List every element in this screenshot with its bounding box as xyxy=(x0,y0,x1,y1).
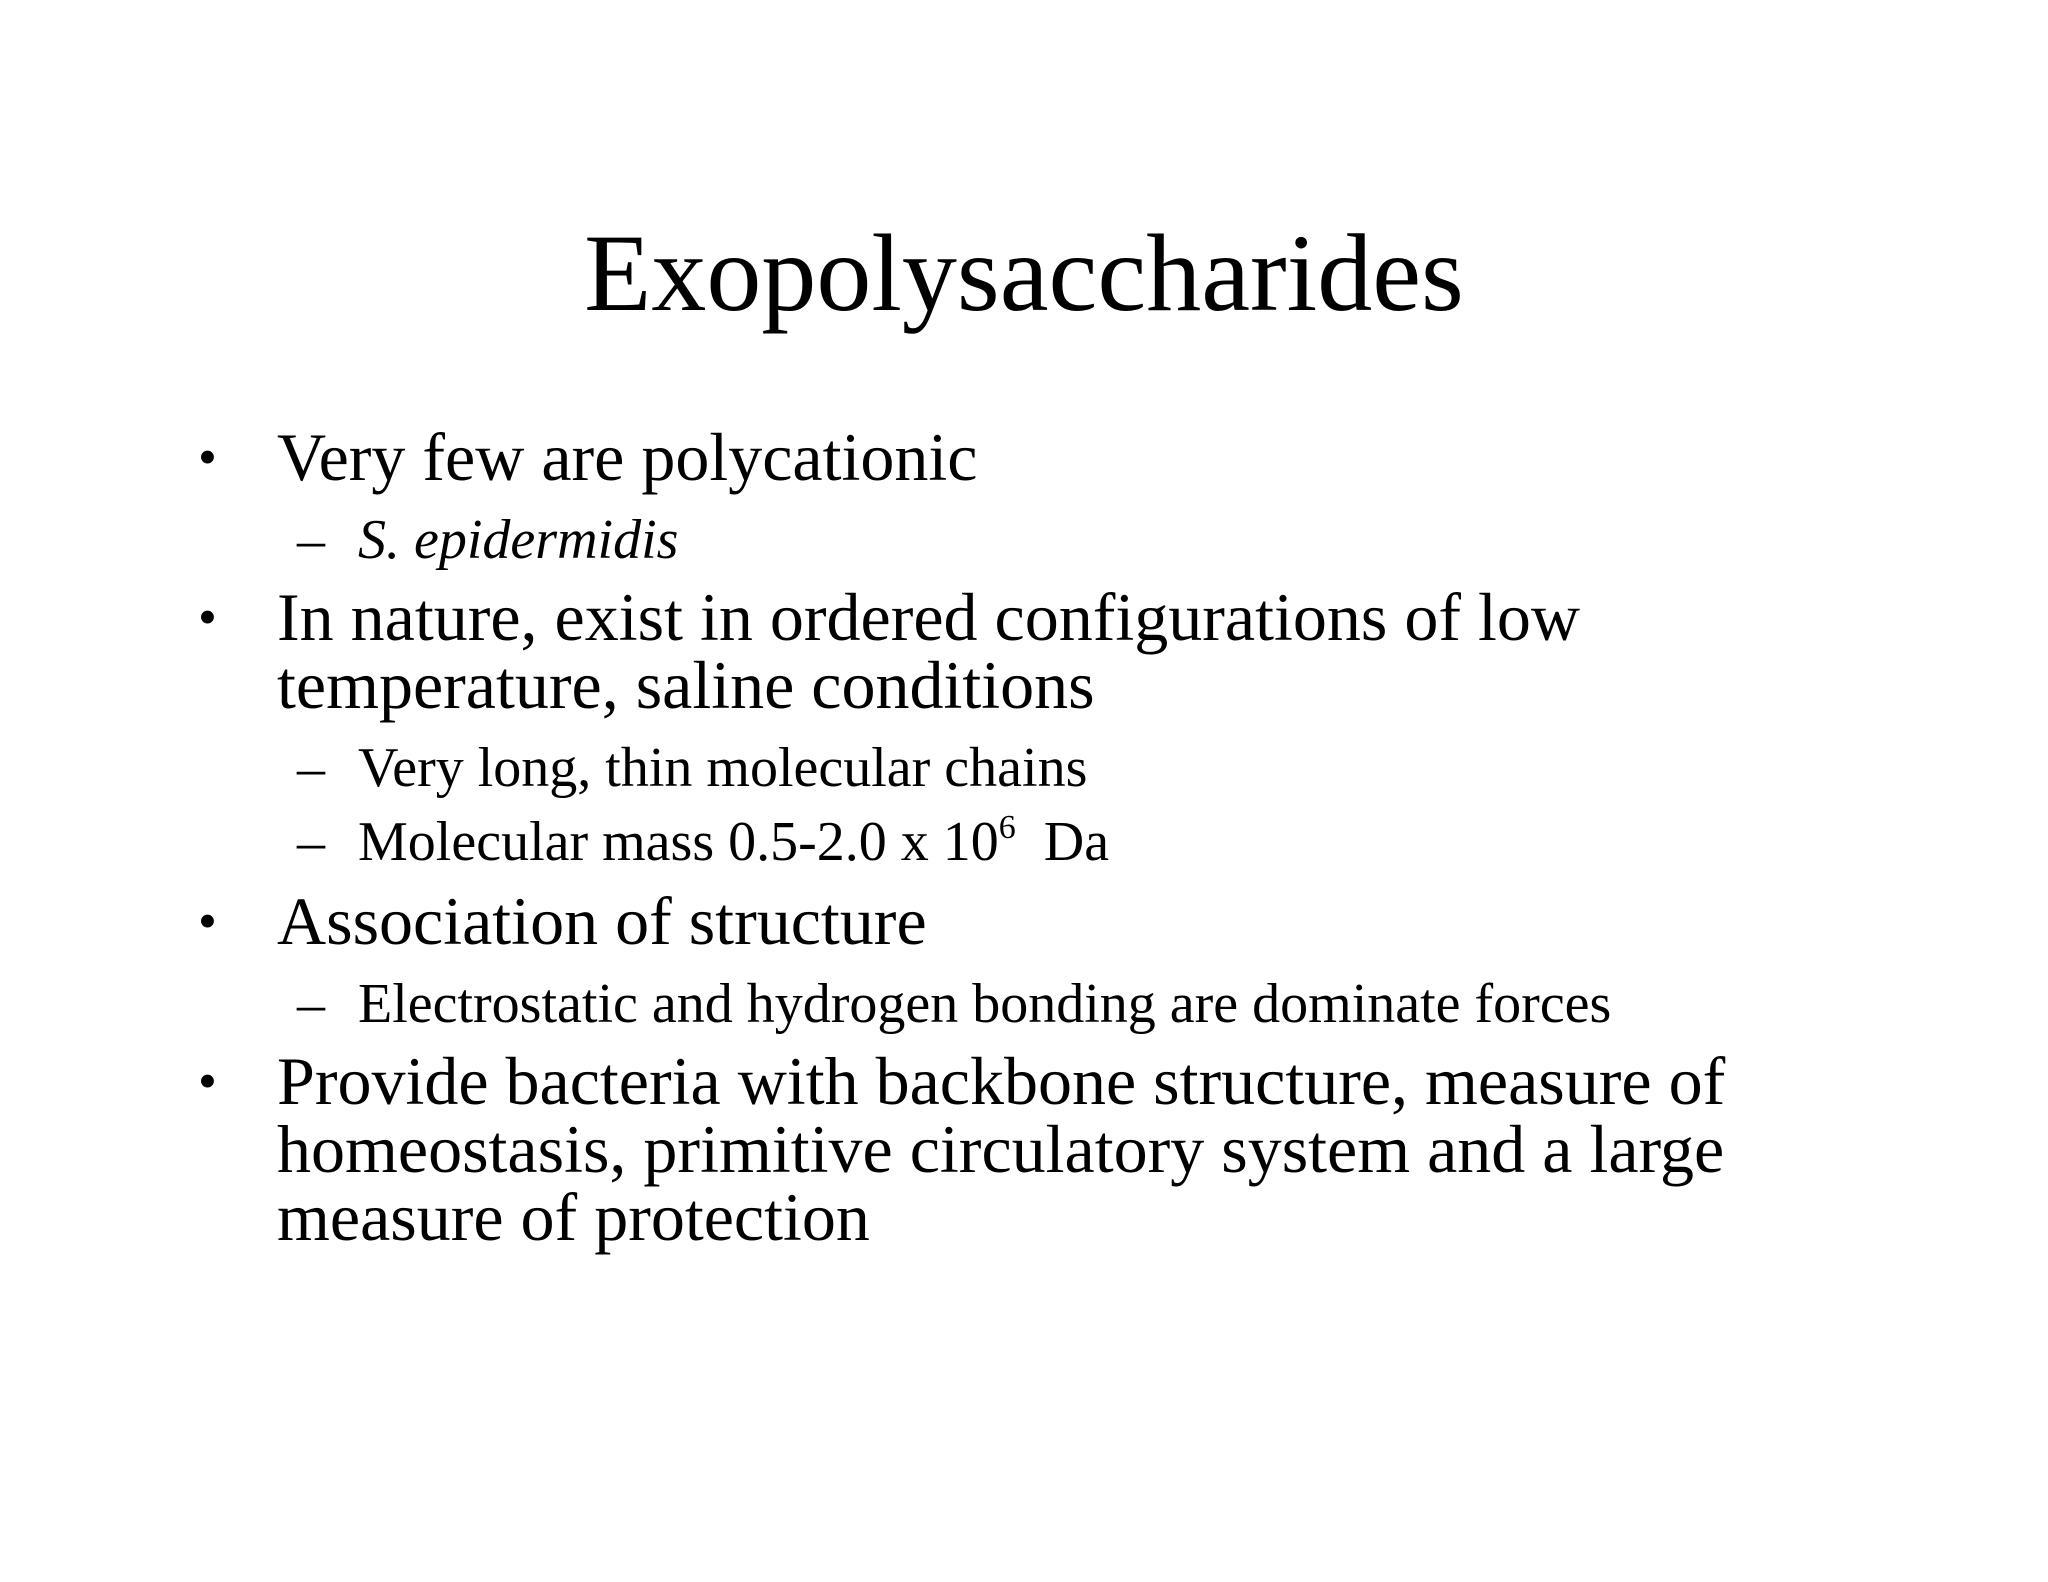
sub-bullet-text: Very long, thin molecular chains xyxy=(358,737,1088,799)
bullet-marker: • xyxy=(198,1051,217,1111)
sub-bullet-text xyxy=(358,809,1110,880)
sub-bullet-text: S. epidermidis xyxy=(358,509,679,571)
bullet-text: Very few are polycationic xyxy=(277,419,978,495)
bullet-text: measure of protection xyxy=(277,1179,870,1255)
bullet-text: Association of structure xyxy=(277,883,927,959)
sub-bullet-marker: – xyxy=(297,973,325,1035)
slide-title: Exopolysaccharides xyxy=(584,212,1464,334)
bullet-marker: • xyxy=(198,587,217,647)
molecular-mass-unit: Da xyxy=(1015,811,1110,873)
bullet-text: temperature, saline conditions xyxy=(277,647,1095,723)
sub-bullet-marker: – xyxy=(297,737,325,799)
sub-bullet-marker: – xyxy=(297,811,325,873)
superscript-exponent: 6 xyxy=(998,809,1016,846)
bullet-text: homeostasis, primitive circulatory system and a large xyxy=(277,1111,1725,1187)
bullet-marker: • xyxy=(198,427,217,487)
bullet-text: Provide bacteria with backbone structure, measure of xyxy=(277,1043,1726,1119)
bullet-text: In nature, exist in ordered configurations of low xyxy=(277,579,1580,655)
sub-bullet-marker: – xyxy=(297,509,325,571)
sub-bullet-text: Electrostatic and hydrogen bonding are dominate forces xyxy=(358,973,1612,1035)
bullet-marker: • xyxy=(198,891,217,951)
molecular-mass-text: Molecular mass 0.5-2.0 x 10 xyxy=(358,811,999,873)
